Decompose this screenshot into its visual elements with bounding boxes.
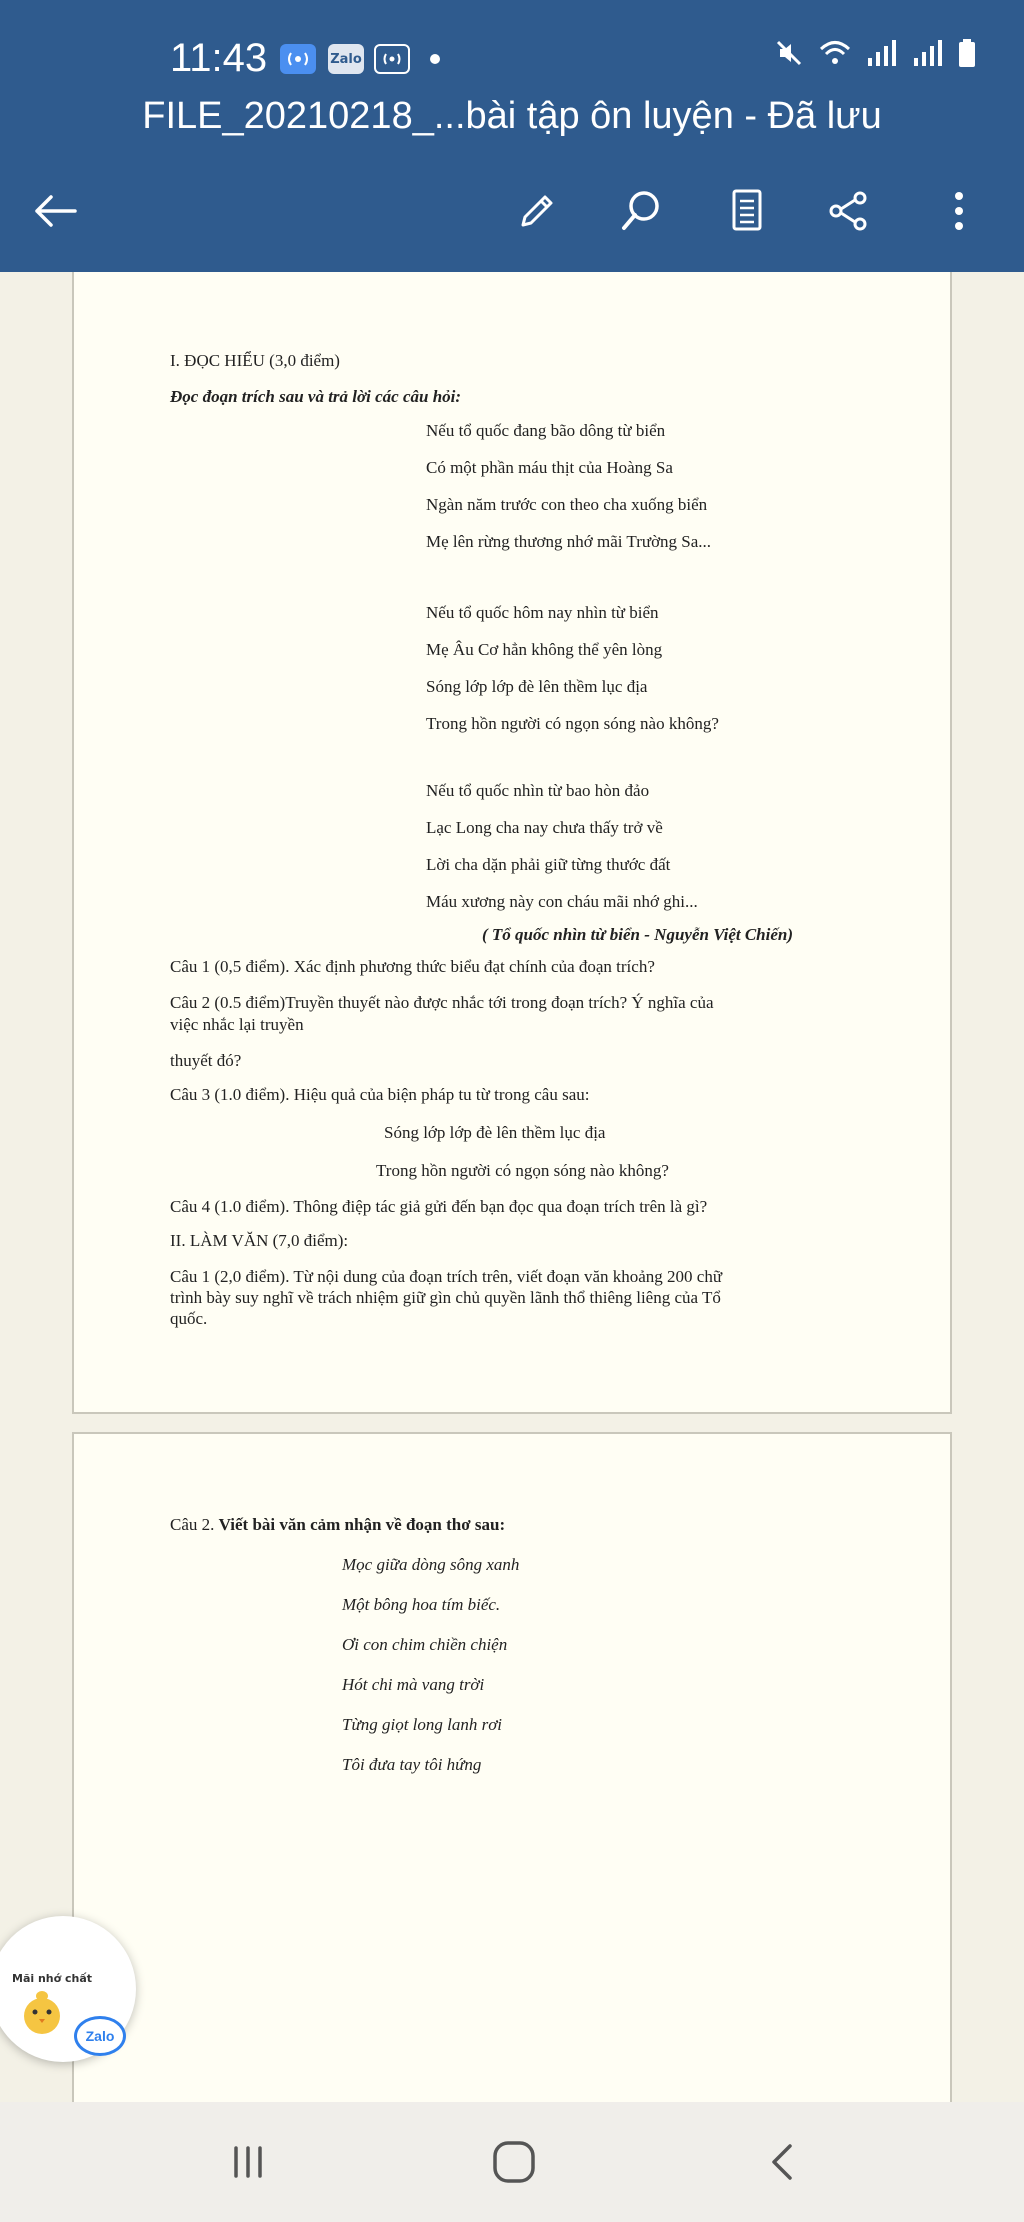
poem-line: Máu xương này con cháu mãi nhớ ghi... — [426, 892, 698, 911]
poem-line: Nếu tổ quốc hôm nay nhìn từ biển — [426, 603, 659, 622]
search-icon[interactable] — [614, 184, 668, 238]
question-2-line: thuyết đó? — [170, 1051, 242, 1070]
wifi-icon — [818, 38, 852, 68]
poem-line: Mẹ lên rừng thương nhớ mãi Trường Sa... — [426, 532, 712, 551]
battery-icon — [958, 38, 976, 68]
poem-line: Nếu tổ quốc nhìn từ bao hòn đảo — [426, 781, 650, 800]
more-vertical-icon[interactable] — [932, 184, 986, 238]
system-nav-bar — [0, 2102, 1024, 2222]
question-4: Câu 4 (1.0 điểm). Thông điệp tác giả gửi đến bạn đọc qua đoạn trích trên là gì? — [170, 1197, 708, 1216]
toolbar — [0, 170, 1024, 250]
question-3-quote: Trong hồn người có ngọn sóng nào không? — [376, 1161, 669, 1180]
question-2-line: việc nhắc lại truyền — [170, 1015, 304, 1034]
question-2-line: Câu 2 (0.5 điểm)Truyền thuyết nào được nhắc tới trong đoạn trích? Ý nghĩa của — [170, 993, 714, 1012]
app-bar — [0, 0, 1024, 272]
hotspot-outline-notification-icon — [374, 44, 410, 74]
document-page-1[interactable] — [72, 272, 952, 1414]
back-icon[interactable] — [752, 2132, 812, 2192]
section2-heading: II. LÀM VĂN (7,0 điểm): — [170, 1231, 349, 1250]
page2-question-text: Viết bài văn cảm nhận về đoạn thơ sau: — [218, 1515, 506, 1534]
question-3-quote: Sóng lớp lớp đè lên thềm lục địa — [384, 1123, 606, 1142]
instruction: Đọc đoạn trích sau và trả lời các câu hỏi: — [170, 387, 462, 406]
status-bar — [0, 30, 1024, 90]
reading-view-icon[interactable] — [720, 184, 774, 238]
mute-icon — [774, 38, 804, 68]
page2-question — [170, 1514, 505, 1536]
writing-1-line: trình bày suy nghĩ về trách nhiệm giữ gìn chủ quyền lãnh thổ thiêng liêng của Tổ — [170, 1288, 721, 1307]
signal-icon-2 — [912, 38, 944, 68]
home-icon[interactable] — [484, 2132, 544, 2192]
poem-line: Mẹ Âu Cơ hẳn không thể yên lòng — [426, 640, 663, 659]
status-icons — [774, 38, 976, 68]
poem-source: ( Tổ quốc nhìn từ biển - Nguyễn Việt Chiến) — [482, 925, 794, 944]
status-time: 11:43 — [170, 36, 268, 80]
poem-line: Nếu tổ quốc đang bão dông từ biển — [426, 421, 666, 440]
back-arrow-icon[interactable] — [28, 184, 82, 238]
zalo-logo: Zalo — [74, 2016, 126, 2056]
writing-1-line: Câu 1 (2,0 điểm). Từ nội dung của đoạn trích trên, viết đoạn văn khoảng 200 chữ — [170, 1267, 723, 1286]
poem-line: Từng giọt long lanh rơi — [342, 1715, 503, 1734]
poem-line: Mọc giữa dòng sông xanh — [342, 1555, 520, 1574]
chick-sticker-icon — [20, 1988, 64, 2036]
signal-icon-1 — [866, 38, 898, 68]
zalo-chat-bubble[interactable] — [0, 1916, 136, 2062]
poem-line: Ơi con chim chiền chiện — [342, 1635, 508, 1654]
writing-1-line: quốc. — [170, 1309, 208, 1328]
zalo-notification-icon: Zalo — [328, 44, 364, 74]
question-1: Câu 1 (0,5 điểm). Xác định phương thức biểu đạt chính của đoạn trích? — [170, 957, 655, 976]
recent-apps-icon[interactable] — [218, 2132, 278, 2192]
more-notifications-dot — [430, 54, 440, 64]
hotspot-notification-icon — [280, 44, 316, 74]
poem-line: Hót chi mà vang trời — [342, 1675, 485, 1694]
question-3: Câu 3 (1.0 điểm). Hiệu quả của biện pháp tu từ trong câu sau: — [170, 1085, 590, 1104]
document-title: FILE_20210218_...bài tập ôn luyện - Đã lưu — [142, 95, 882, 137]
page2-question-label: Câu 2. — [170, 1515, 215, 1534]
poem-line: Trong hồn người có ngọn sóng nào không? — [426, 714, 719, 733]
poem-line: Ngàn năm trước con theo cha xuống biển — [426, 495, 708, 514]
zalo-bubble-label: Mãi nhớ chất — [12, 1972, 93, 1985]
poem-line: Sóng lớp lớp đè lên thềm lục địa — [426, 677, 648, 696]
poem-line: Có một phần máu thịt của Hoàng Sa — [426, 458, 673, 477]
poem-line: Một bông hoa tím biếc. — [342, 1595, 501, 1614]
poem-line: Tôi đưa tay tôi hứng — [342, 1755, 482, 1774]
pencil-icon[interactable] — [510, 184, 564, 238]
poem-line: Lời cha dặn phải giữ từng thước đất — [426, 855, 671, 874]
share-icon[interactable] — [822, 184, 876, 238]
poem-line: Lạc Long cha nay chưa thấy trở về — [426, 818, 663, 837]
section1-heading: I. ĐỌC HIỂU (3,0 điểm) — [170, 351, 340, 370]
